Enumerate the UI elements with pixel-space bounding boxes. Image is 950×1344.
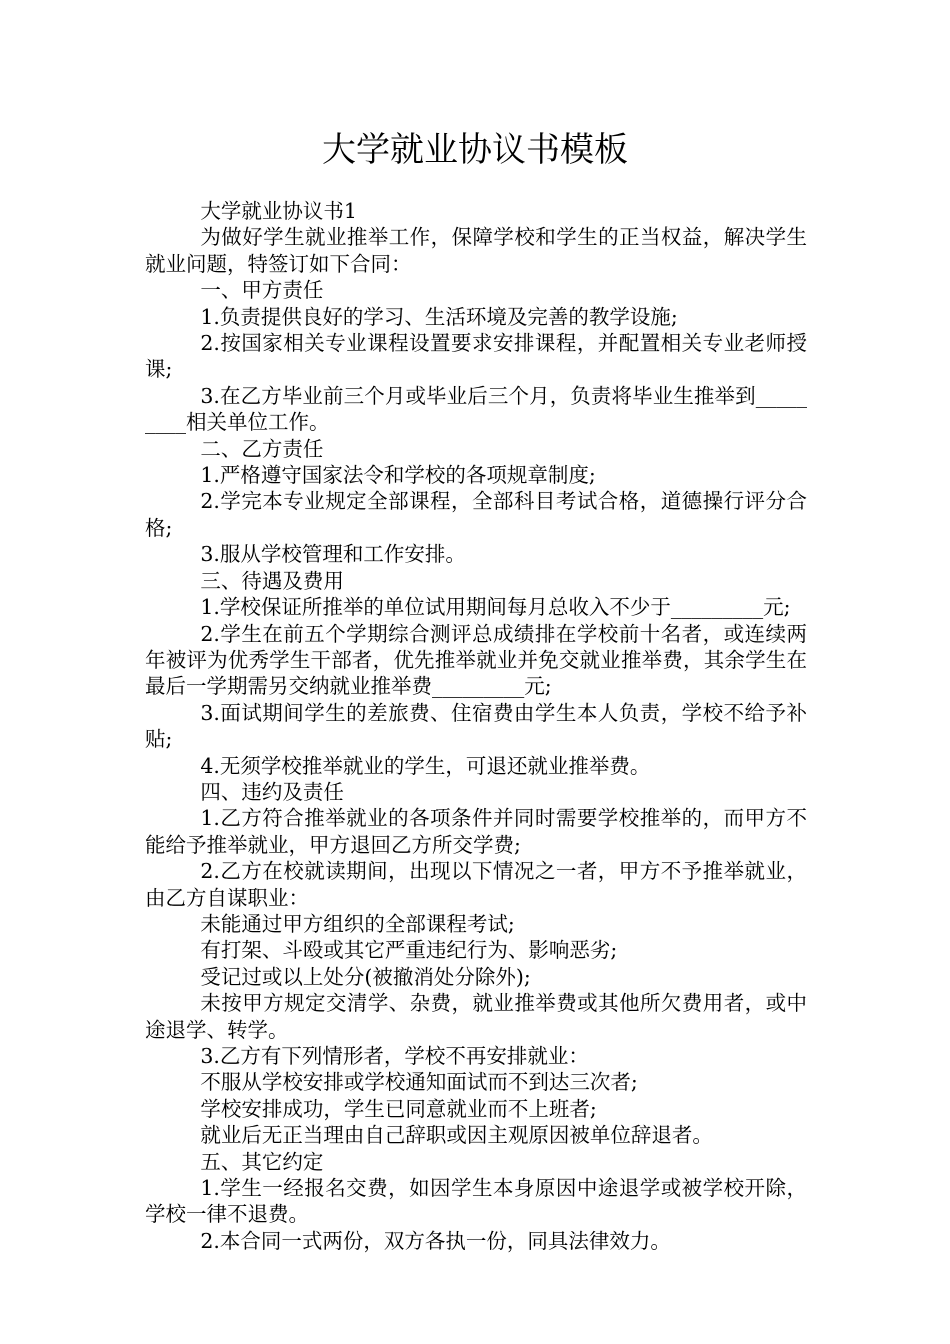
paragraph: 有打架、斗殴或其它严重违纪行为、影响恶劣; [200,938,618,963]
paragraph: 就业后无正当理由自己辞职或因主观原因被单位辞退者。 [200,1123,713,1148]
document-title: 大学就业协议书模板 [322,130,628,170]
paragraph: 未能通过甲方组织的全部课程考试; [200,911,515,936]
paragraph: 3.乙方有下列情形者，学校不再安排就业： [200,1044,589,1068]
paragraph: 2.乙方在校就读期间，出现以下情况之一者，甲方不予推举就业，由乙方自谋职业： [145,859,807,910]
section-heading: 三、待遇及费用 [200,568,344,593]
paragraph: 1.乙方符合推举就业的各项条件并同时需要学校推举的，而甲方不能给予推举就业，甲方退回乙方所交学费; [145,806,807,857]
section-heading: 一、甲方责任 [200,278,324,303]
paragraph: 1.学生一经报名交费，如因学生本身原因中途退学或被学校开除，学校一律不退费。 [145,1176,807,1227]
paragraph: 不服从学校安排或学校通知面试而不到达三次者; [200,1070,638,1095]
paragraph: 2.本合同一式两份，双方各执一份，同具法律效力。 [200,1228,671,1253]
paragraph: 1.严格遵守国家法令和学校的各项规章制度; [200,463,596,488]
paragraph: 3.面试期间学生的差旅费、住宿费由学生本人负责，学校不给予补贴; [145,700,807,752]
paragraph: 未按甲方规定交清学、杂费，就业推举费或其他所欠费用者，或中途退学、转学。 [145,991,807,1042]
paragraph: 2.学完本专业规定全部课程，全部科目考试合格，道德操行评分合格; [145,489,807,540]
paragraph: 4.无须学校推举就业的学生，可退还就业推举费。 [200,753,651,778]
paragraph: 3.服从学校管理和工作安排。 [200,542,466,567]
paragraph: 为做好学生就业推举工作，保障学校和学生的正当权益，解决学生就业问题，特签订如下合同： [145,225,807,276]
paragraph: 1.负责提供良好的学习、生活环境及完善的教学设施; [200,304,678,329]
section-heading: 五、其它约定 [200,1149,324,1174]
paragraph: 2.按国家相关专业课程设置要求安排课程，并配置相关专业老师授课; [145,331,807,382]
section-heading: 二、乙方责任 [200,436,324,461]
section-heading: 四、违约及责任 [200,779,344,804]
paragraph: 3.在乙方毕业前三个月或毕业后三个月，负责将毕业生推举到_________相关单位工作。 [145,383,807,435]
paragraph: 1.学校保证所推举的单位试用期间每月总收入不少于_________元; [200,595,791,620]
paragraph: 大学就业协议书1 [200,199,357,223]
paragraph: 学校安排成功，学生已同意就业而不上班者; [200,1096,597,1121]
paragraph: 受记过或以上处分(被撤消处分除外); [200,964,531,989]
document-body [145,198,807,1254]
paragraph: 2.学生在前五个学期综合测评总成绩排在学校前十名者，或连续两年被评为优秀学生干部者，优先推举就业并免交就业推举费，其余学生在最后一学期需另交纳就业推举费_________元; [145,621,807,699]
